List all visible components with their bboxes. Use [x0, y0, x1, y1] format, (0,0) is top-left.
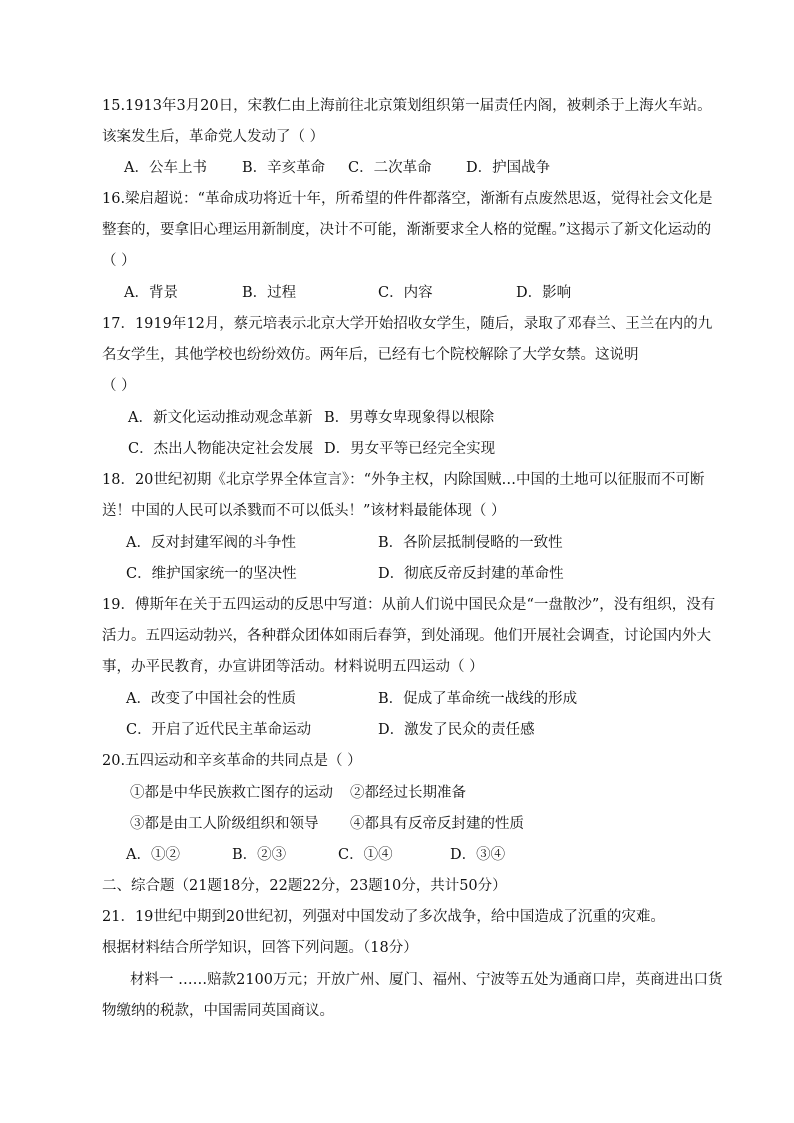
q20-statement-4: ④都具有反帝反封建的性质 — [350, 816, 524, 832]
q15-stem-line1: 15.1913年3月20日，宋教仁由上海前往北京策划组织第一届责任内阁，被刺杀于上海火车站。 — [102, 98, 712, 114]
q19-stem-line1: 19．傅斯年在关于五四运动的反思中写道：从前人们说中国民众是“一盘散沙”，没有组织，没有 — [102, 597, 716, 613]
q16-stem-line1: 16.梁启超说：“革命成功将近十年，所希望的件件都落空，渐渐有点废然思返，觉得社会文化是 — [102, 191, 713, 207]
q18-option-b: B．各阶层抵制侵略的一致性 — [378, 535, 563, 551]
q18-stem-line1: 18．20世纪初期《北京学界全体宣言》：“外争主权，内除国贼…中国的土地可以征服而不可断 — [102, 472, 705, 488]
q18-option-c: C．维护国家统一的坚决性 — [126, 566, 297, 582]
q20-option-a: A．①② — [126, 847, 180, 863]
q20-statement-1: ①都是中华民族救亡图存的运动 — [130, 785, 333, 801]
q18-option-d: D．彻底反帝反封建的革命性 — [378, 566, 564, 582]
q16-option-d: D．影响 — [516, 285, 572, 301]
q21-stem-line2: 根据材料结合所学知识，回答下列问题。（18分） — [102, 940, 418, 956]
q19-option-a: A．改变了中国社会的性质 — [126, 691, 296, 707]
q21-material1-line1: 材料一 ……赔款2100万元；开放广州、厦门、福州、宁波等五处为通商口岸，英商进出口货 — [130, 972, 723, 988]
q17-stem-line2: 名女学生，其他学校也纷纷效仿。两年后，已经有七个院校解除了大学女禁。这说明 — [102, 347, 639, 363]
q15-option-d: D．护国战争 — [466, 160, 551, 176]
q17-stem-line1: 17．1919年12月，蔡元培表示北京大学开始招收女学生，随后，录取了邓春兰、王兰在内的九 — [102, 316, 713, 332]
q20-option-c: C．①④ — [338, 847, 393, 863]
q19-option-b: B．促成了革命统一战线的形成 — [378, 691, 578, 707]
q19-option-d: D．激发了民众的责任感 — [378, 722, 535, 738]
q21-stem-line1: 21．19世纪中期到20世纪初，列强对中国发动了多次战争，给中国造成了沉重的灾难。 — [102, 909, 665, 925]
q20-statement-2: ②都经过长期准备 — [350, 785, 466, 801]
q17-option-b: B．男尊女卑现象得以根除 — [324, 410, 495, 426]
q18-stem-line2: 送！中国的人民可以杀戮而不可以低头！”该材料最能体现（ ） — [102, 503, 506, 519]
q16-stem-line2: 整套的，要拿旧心理运用新制度，决计不可能，渐渐要求全人格的觉醒。”这揭示了新文化运动的 — [102, 222, 712, 238]
q15-stem-line2: 该案发生后，革命党人发动了（ ） — [102, 129, 325, 145]
q20-option-b: B．②③ — [232, 847, 287, 863]
q17-option-a: A．新文化运动推动观念革新 — [128, 410, 313, 426]
q16-option-a: A．背景 — [124, 285, 178, 301]
q20-stem: 20.五四运动和辛亥革命的共同点是（ ） — [102, 753, 362, 769]
q17-option-c: C．杰出人物能决定社会发展 — [128, 441, 314, 457]
q16-option-b: B．过程 — [242, 285, 297, 301]
q17-stem-line3: （ ） — [102, 378, 136, 394]
q20-statement-3: ③都是由工人阶级组织和领导 — [130, 816, 319, 832]
q15-option-c: C．二次革命 — [348, 160, 432, 176]
q20-option-d: D．③④ — [450, 847, 506, 863]
q15-option-a: A．公车上书 — [124, 160, 207, 176]
q19-stem-line2: 活力。五四运动勃兴，各种群众团体如雨后春笋，到处涌现。他们开展社会调查，讨论国内外大 — [102, 628, 711, 644]
q19-option-c: C．开启了近代民主革命运动 — [126, 722, 312, 738]
q16-stem-line3: （ ） — [102, 253, 136, 269]
q16-option-c: C．内容 — [378, 285, 433, 301]
q19-stem-line3: 事，办平民教育，办宣讲团等活动。材料说明五四运动（ ） — [102, 659, 484, 675]
q21-material1-line2: 物缴纳的税款，中国需同英国商议。 — [102, 1003, 334, 1019]
q15-option-b: B．辛亥革命 — [242, 160, 326, 176]
q17-option-d: D．男女平等已经完全实现 — [324, 441, 496, 457]
q18-option-a: A．反对封建军阀的斗争性 — [126, 535, 296, 551]
section2-heading: 二、综合题（21题18分，22题22分，23题10分，共计50分） — [102, 878, 507, 894]
